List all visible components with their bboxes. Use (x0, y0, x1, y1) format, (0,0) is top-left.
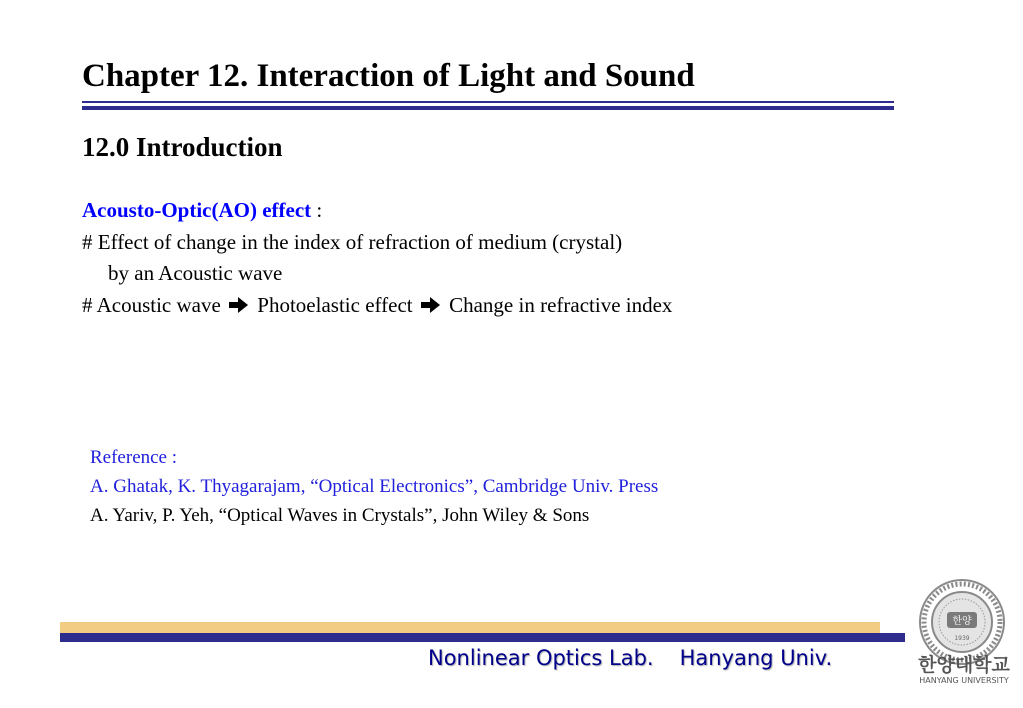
refractive-index-text: Change in refractive index (449, 292, 673, 317)
seal-year: 1939 (954, 635, 970, 642)
footer-lab: Nonlinear Optics Lab. (428, 646, 654, 670)
university-name-english: HANYANG UNIVERSITY (919, 676, 1009, 685)
university-seal-icon (918, 578, 1006, 666)
ao-effect-line-1: # Effect of change in the index of refraction of medium (crystal) (82, 229, 623, 254)
references-block (90, 443, 658, 530)
reference-yariv: A. Yariv, P. Yeh, “Optical Waves in Crystals”, John Wiley & Sons (90, 505, 590, 526)
seal-center-text: 한양 (952, 616, 972, 627)
ao-effect-definition-line (82, 195, 672, 227)
university-name-korean: 한양대학교 (918, 654, 1010, 676)
ao-effect-colon: : (311, 198, 323, 222)
right-arrow-icon (229, 292, 249, 324)
footer-text (428, 646, 832, 670)
photoelastic-effect-text: Photoelastic effect (257, 292, 413, 317)
ao-effect-block (82, 195, 672, 323)
references-heading: Reference : (90, 447, 178, 468)
ao-effect-line-2: by an Acoustic wave (108, 261, 283, 285)
footer-blue-bar (60, 633, 905, 642)
right-arrow-icon (421, 292, 441, 324)
ao-effect-term: Acousto-Optic(AO) effect (82, 198, 312, 222)
page-title: Chapter 12. Interaction of Light and Sound (82, 58, 695, 94)
ao-effect-line-3 (82, 290, 672, 324)
section-heading: 12.0 Introduction (82, 132, 283, 162)
reference-ghatak: A. Ghatak, K. Thyagarajam, “Optical Electronics”, Cambridge Univ. Press (90, 476, 659, 497)
acoustic-wave-text: # Acoustic wave (82, 292, 221, 317)
title-underline (82, 101, 894, 110)
footer-univ: Hanyang Univ. (679, 646, 833, 670)
